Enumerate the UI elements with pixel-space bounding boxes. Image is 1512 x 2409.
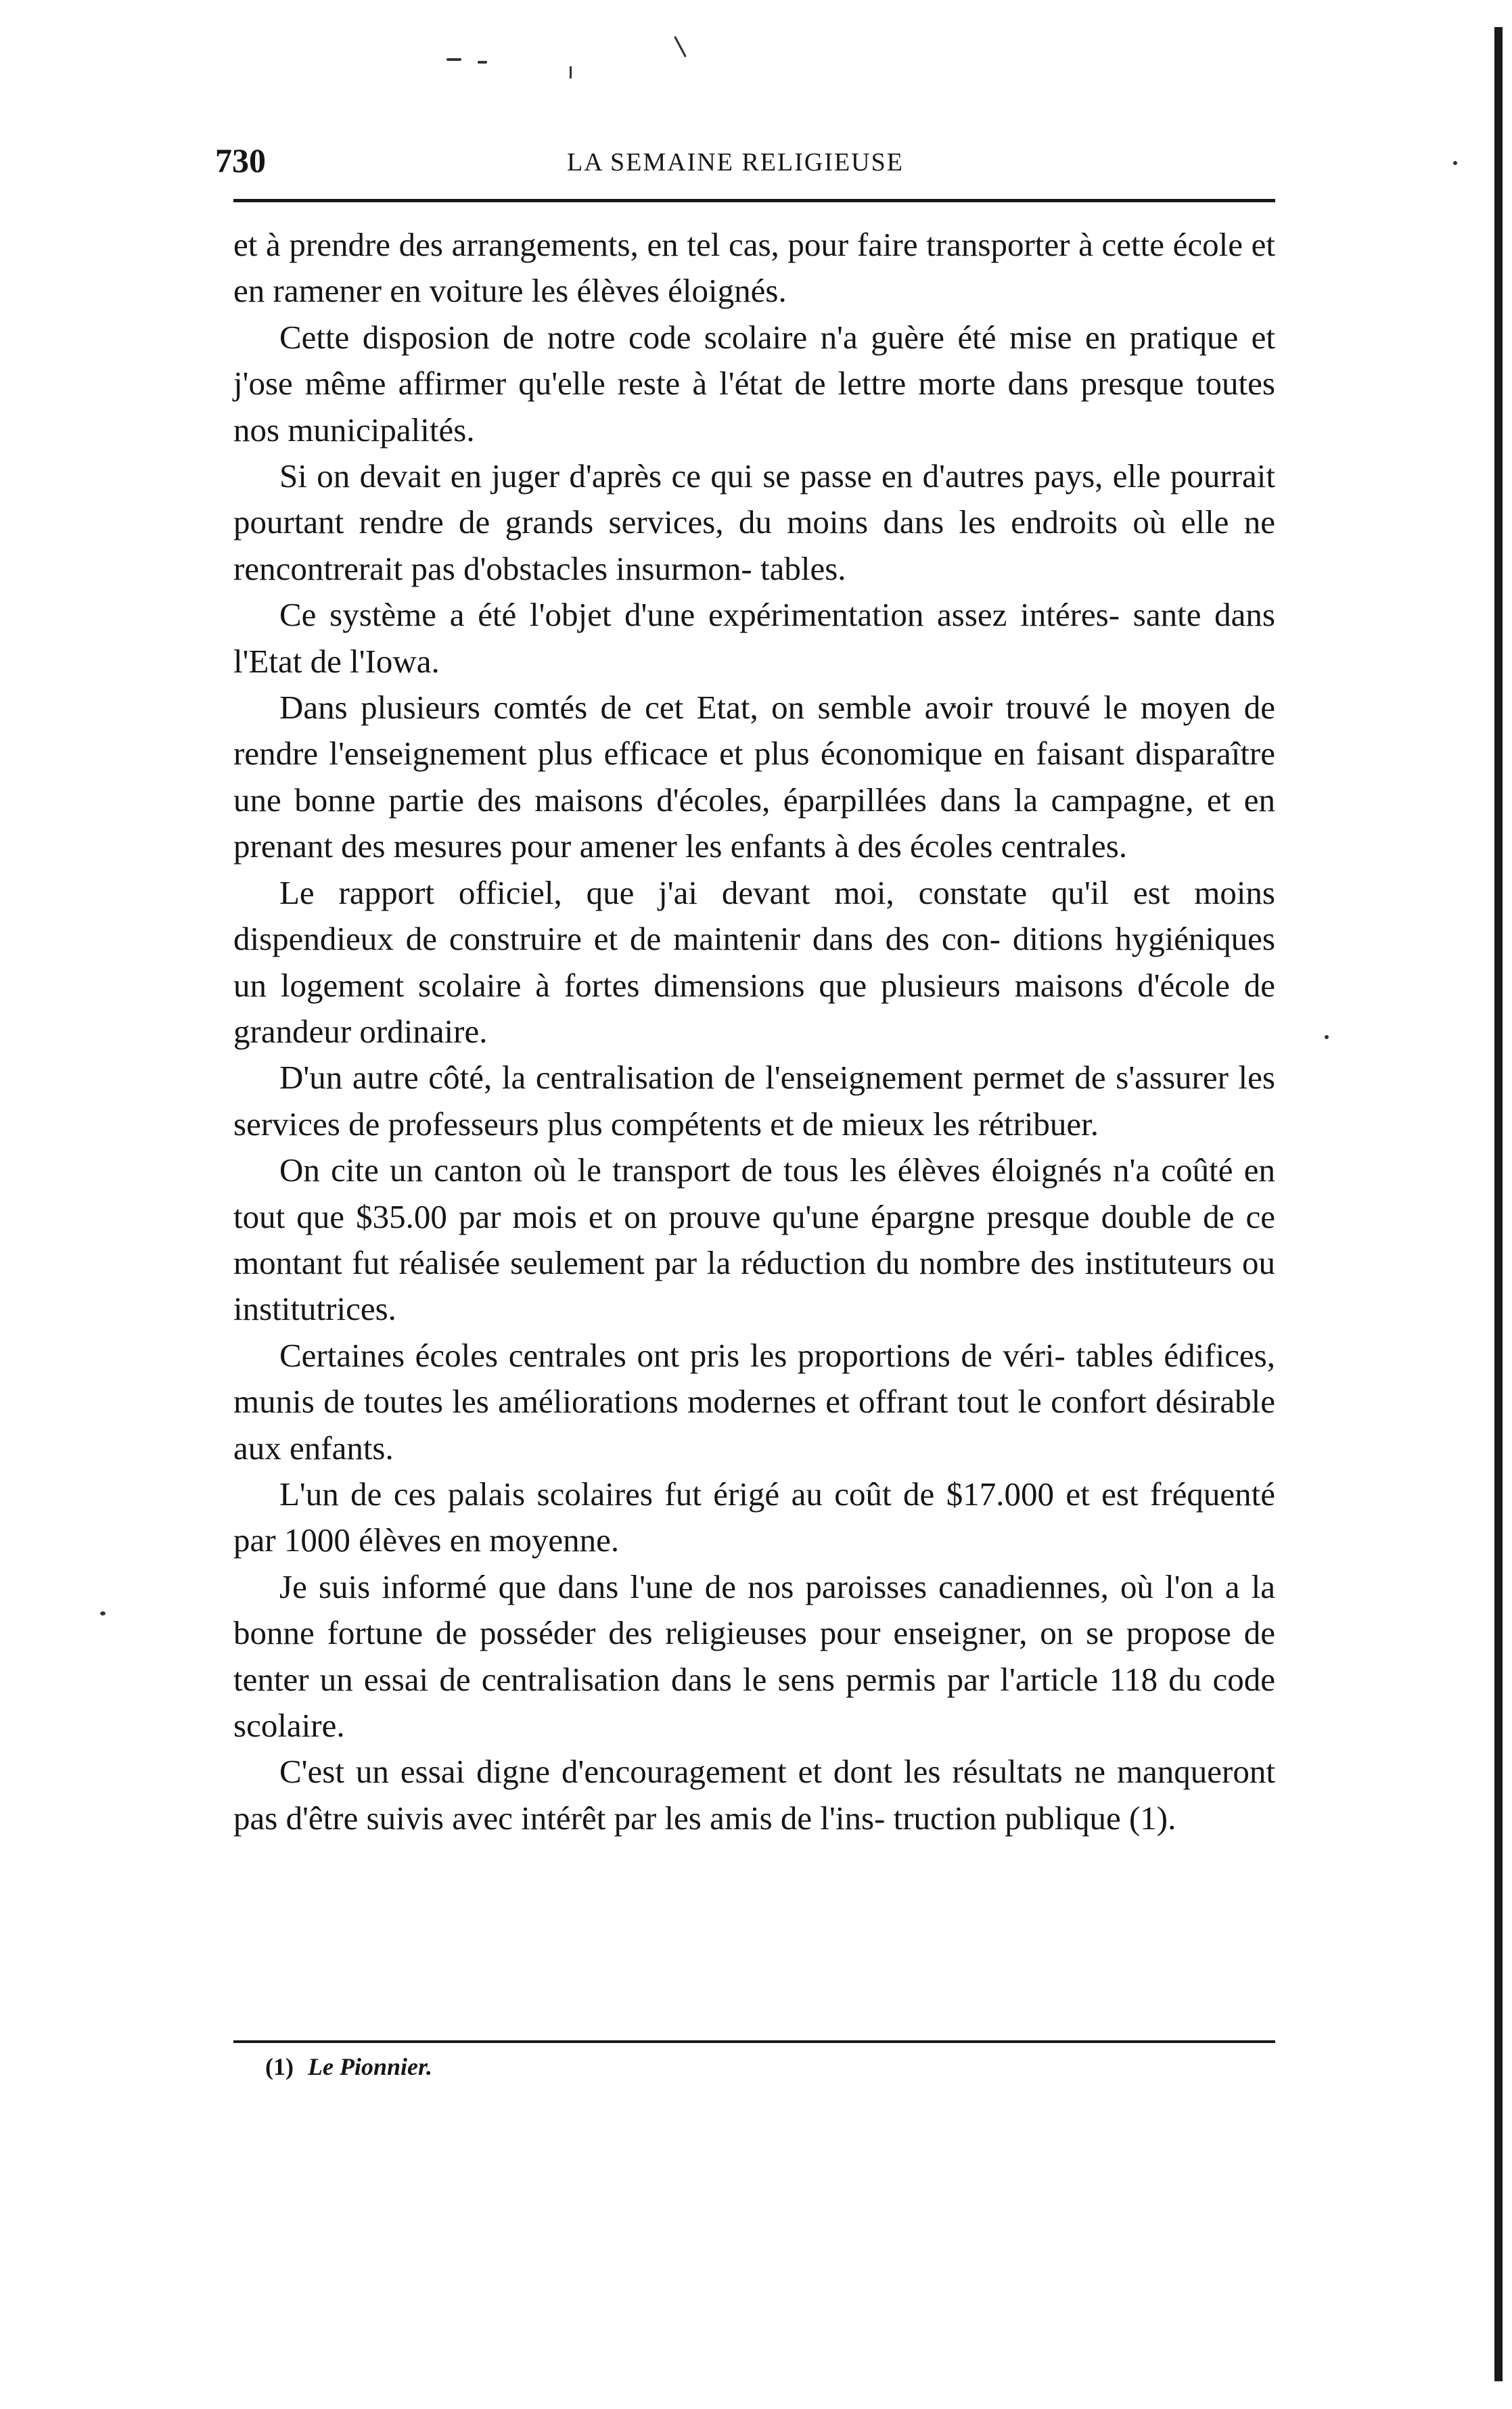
scan-mark: [446, 58, 461, 61]
footnote-source: Le Pionnier.: [307, 2053, 432, 2080]
paragraph: Le rapport officiel, que j'ai devant moi, constate qu'il est moins dispendieux de construire et de maintenir dans des con- ditions hygiéniques un logement scolaire à fortes dimensions que plusieurs maisons d'école de grandeur ordinaire.: [233, 873, 1275, 1050]
paragraph: Cette disposion de notre code scolaire n'a guère été mise en pratique et j'ose même affirmer qu'elle reste à l'état de lettre morte dans presque toutes nos municipalités.: [233, 318, 1275, 449]
paragraph: Ce système a été l'objet d'une expérimentation assez intéres- sante dans l'Etat de l'Iowa.: [233, 596, 1275, 680]
paragraph: On cite un canton où le transport de tous les élèves éloignés n'a coûté en tout que $35.00 par mois et on prouve qu'une épargne presque double de ce montant fut réalisée seulement par la réduction du nombre des instituteurs ou institutrices.: [233, 1151, 1275, 1328]
paragraph: C'est un essai digne d'encouragement et dont les résultats ne manqueront pas d'être suivis avec intérêt par les amis de l'ins- truction publique (1).: [233, 1753, 1275, 1837]
paragraph: L'un de ces palais scolaires fut érigé au coût de $17.000 et est fréquenté par 1000 élèves en moyenne.: [233, 1475, 1275, 1559]
page-number: 730: [215, 141, 266, 179]
header-rule: [233, 199, 1275, 202]
paragraph: Je suis informé que dans l'une de nos paroisses canadiennes, où l'on a la bonne fortune de posséder des religieuses pour enseigner, on se propose de tenter un essai de centralisation dans le sens permis par l'article 118 du code scolaire.: [233, 1567, 1275, 1744]
scan-edge-shadow: [1494, 27, 1503, 2381]
footnote-rule: [233, 2040, 1275, 2043]
paragraph: et à prendre des arrangements, en tel cas, pour faire transporter à cette école et en ramener en voiture les élèves éloignés.: [233, 226, 1275, 310]
page-header: [215, 141, 1270, 195]
body-text: [233, 222, 1275, 1841]
footnote: [265, 2052, 432, 2081]
scan-mark: [1325, 1035, 1329, 1039]
scan-mark: [100, 1611, 106, 1615]
paragraph: Si on devait en juger d'après ce qui se passe en d'autres pays, elle pourrait pourtant rendre de grands services, du moins dans les endroits où elle ne rencontrerait pas d'obstacles insurmon- tables.: [233, 457, 1275, 587]
running-head: LA SEMAINE RELIGIEUSE: [567, 148, 904, 177]
scan-mark: [478, 61, 487, 64]
paragraph: D'un autre côté, la centralisation de l'enseignement permet de s'assurer les services de professeurs plus compétents et de mieux les rétribuer.: [233, 1059, 1275, 1143]
paragraph: Dans plusieurs comtés de cet Etat, on semble avoir trouvé le moyen de rendre l'enseignement plus efficace et plus économique en faisant disparaître une bonne partie des maisons d'écoles, éparpillées dans la campagne, et en prenant des mesures pour amener les enfants à des écoles centrales.: [233, 689, 1275, 865]
paragraph: Certaines écoles centrales ont pris les proportions de véri- tables édifices, munis de toutes les améliorations modernes et offrant tout le confort désirable aux enfants.: [233, 1336, 1275, 1467]
footnote-marker: (1): [265, 2053, 294, 2080]
scan-mark: [674, 36, 687, 57]
scan-mark: [1453, 161, 1457, 165]
scan-mark: [570, 66, 572, 78]
